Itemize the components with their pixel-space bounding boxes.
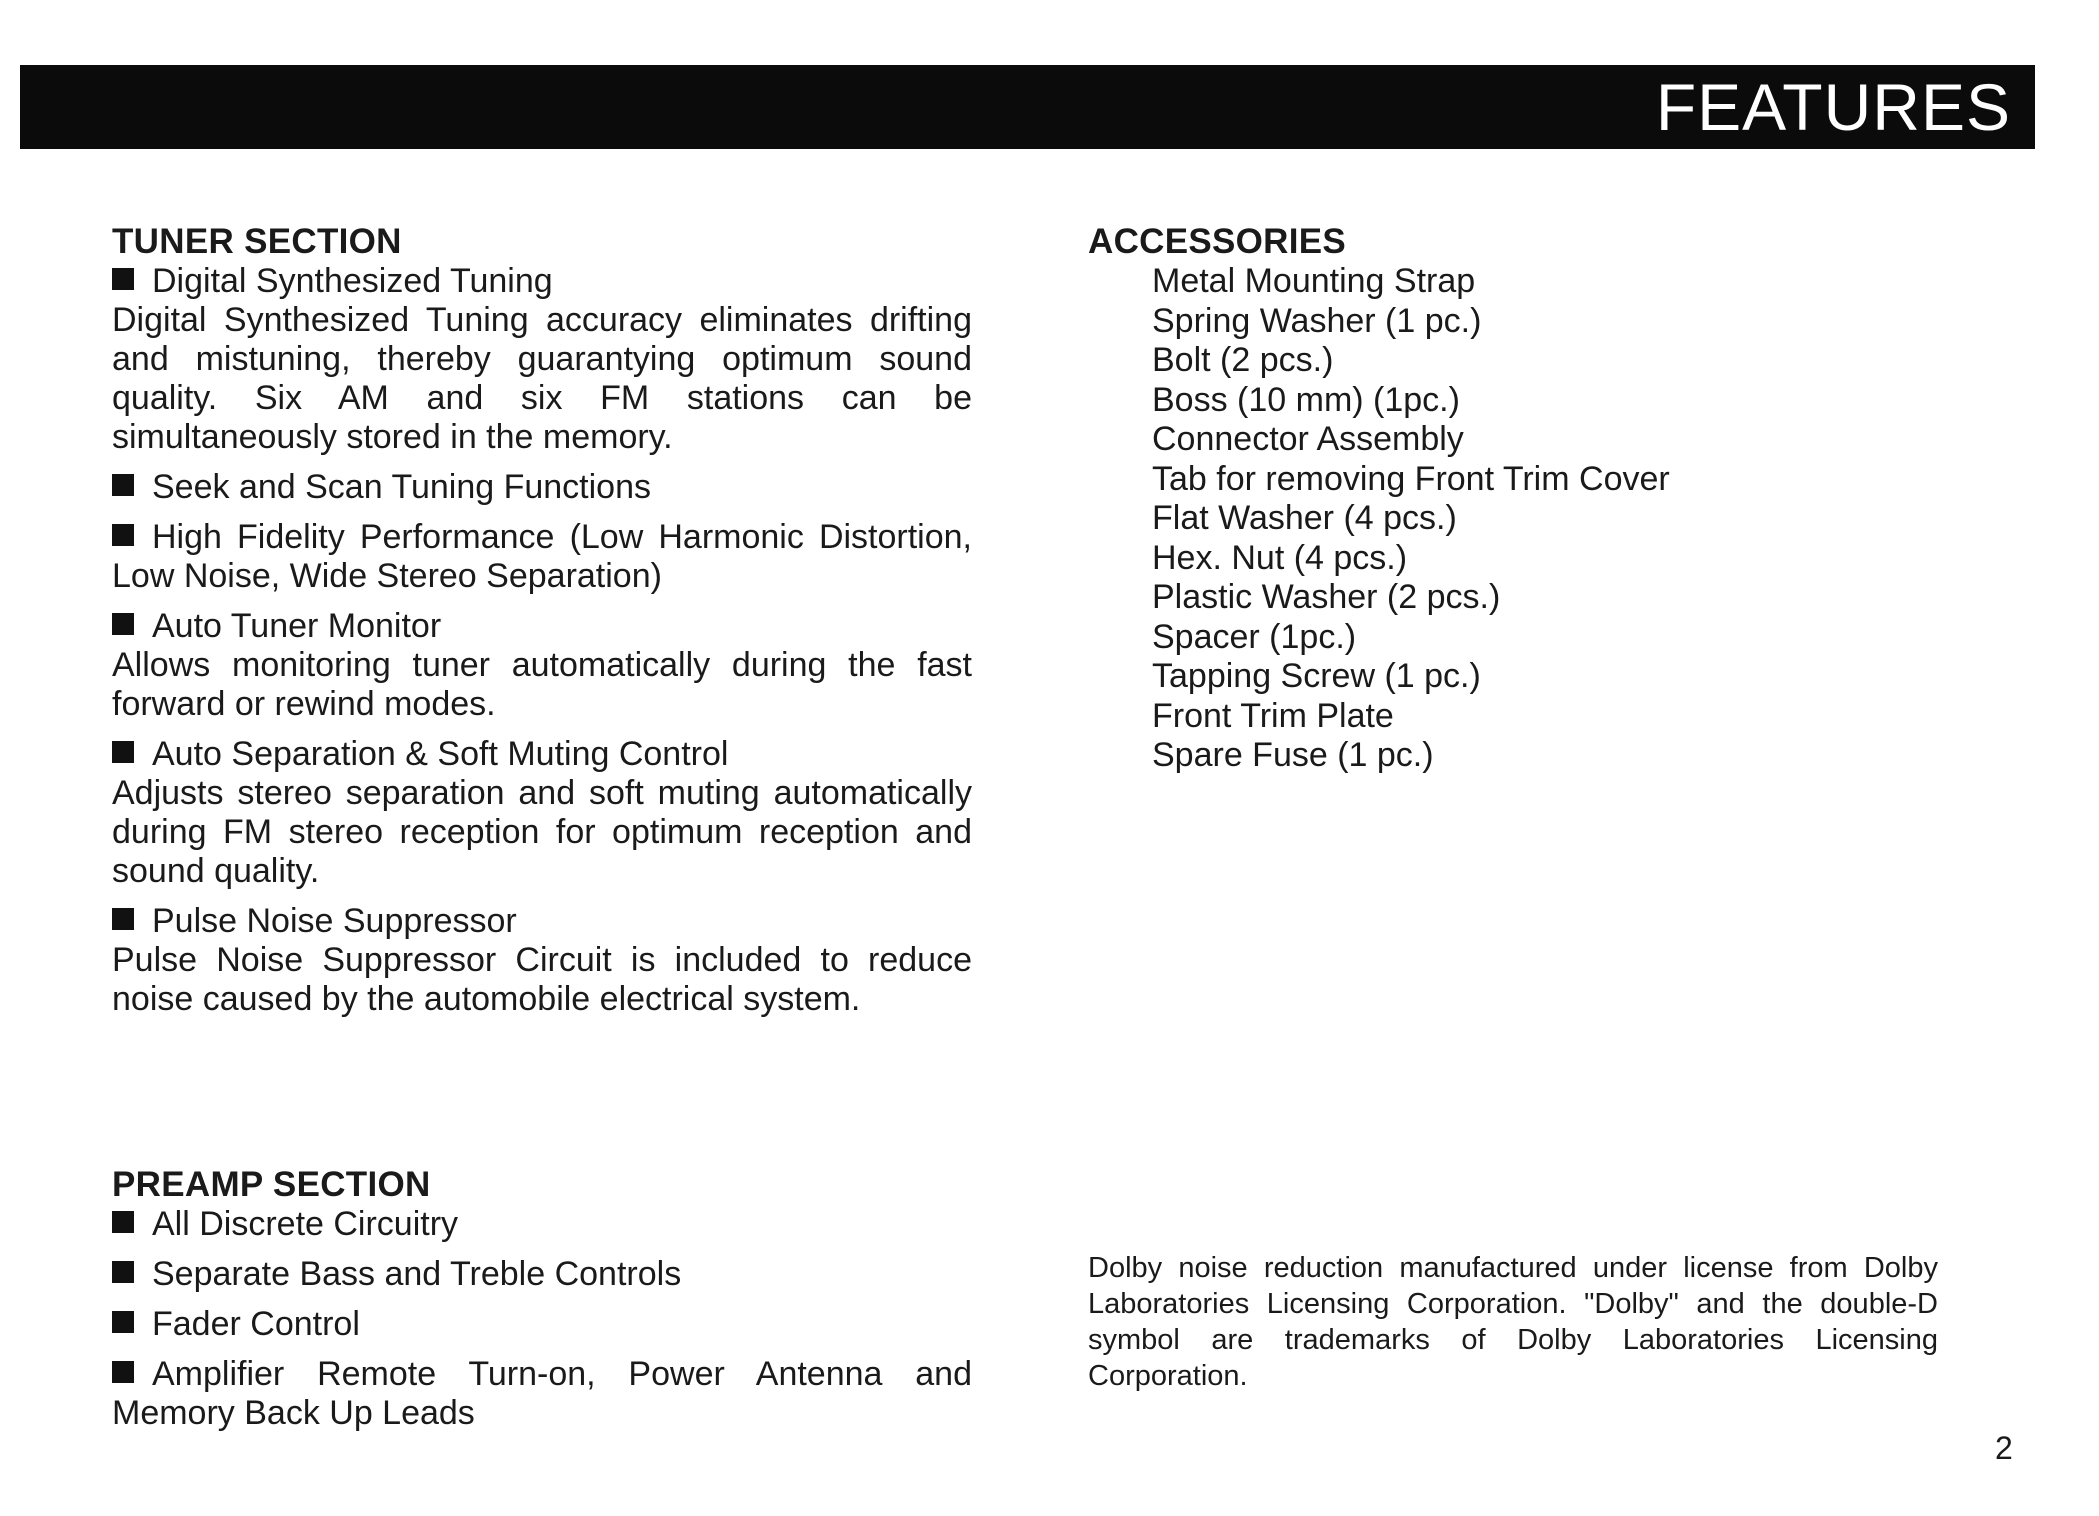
feature-heading: Auto Tuner Monitor	[112, 607, 972, 646]
square-bullet-icon	[112, 741, 134, 763]
feature-heading: All Discrete Circuitry	[112, 1205, 972, 1244]
feature-heading: Amplifier Remote Turn-on, Power Antenna and Memory Back Up Leads	[112, 1355, 972, 1432]
feature-heading: Separate Bass and Treble Controls	[112, 1255, 972, 1294]
header-bar	[20, 65, 2035, 149]
feature-description: Digital Synthesized Tuning accuracy eliminates drifting and mistuning, thereby guarantying optimum sound quality. Six AM and six FM stations can be simultaneously stored in the memory.	[112, 301, 972, 456]
feature-item	[112, 1305, 972, 1344]
feature-heading: Digital Synthesized Tuning	[112, 262, 972, 301]
dolby-notice: Dolby noise reduction manufactured under license from Dolby Laboratories Licensing Corporation. "Dolby" and the double-D symbol are trademarks of Dolby Laboratories Licensing Corporation.	[1088, 1252, 1938, 1392]
feature-heading: Pulse Noise Suppressor	[112, 902, 972, 941]
feature-item	[112, 518, 972, 596]
feature-description: Adjusts stereo separation and soft muting automatically during FM stereo reception for optimum reception and sound quality.	[112, 774, 972, 890]
accessories-list	[1088, 262, 1948, 776]
feature-heading: Seek and Scan Tuning Functions	[112, 468, 972, 507]
square-bullet-icon	[112, 1211, 134, 1233]
feature-item	[112, 902, 972, 1019]
feature-item	[112, 468, 972, 507]
square-bullet-icon	[112, 613, 134, 635]
square-bullet-icon	[112, 524, 134, 546]
feature-heading: Fader Control	[112, 1305, 972, 1344]
feature-item	[112, 1355, 972, 1433]
list-item: Tab for removing Front Trim Cover	[1152, 459, 1670, 498]
list-item: Tapping Screw (1 pc.)	[1152, 657, 1481, 695]
square-bullet-icon	[112, 1261, 134, 1283]
page-title: FEATURES	[1655, 70, 2011, 144]
list-item: Connector Assembly	[1152, 420, 1464, 458]
page-number: 2	[1995, 1430, 2013, 1466]
list-item: Spare Fuse (1 pc.)	[1152, 736, 1434, 774]
list-item: Spacer (1pc.)	[1152, 617, 1357, 656]
feature-heading: High Fidelity Performance (Low Harmonic Distortion, Low Noise, Wide Stereo Separation)	[112, 518, 972, 595]
accessories-section	[1088, 222, 1948, 776]
list-item: Bolt (2 pcs.)	[1152, 341, 1334, 379]
feature-description: Pulse Noise Suppressor Circuit is included to reduce noise caused by the automobile electrical system.	[112, 941, 972, 1018]
feature-description: Allows monitoring tuner automatically during the fast forward or rewind modes.	[112, 646, 972, 723]
preamp-section-title: PREAMP SECTION	[112, 1165, 431, 1204]
feature-item	[112, 1255, 972, 1294]
list-item: Spring Washer (1 pc.)	[1152, 301, 1482, 340]
list-item: Boss (10 mm) (1pc.)	[1152, 380, 1460, 419]
feature-item	[112, 262, 972, 457]
tuner-section	[112, 222, 972, 1019]
tuner-section-title: TUNER SECTION	[112, 222, 402, 261]
list-item: Hex. Nut (4 pcs.)	[1152, 538, 1408, 577]
list-item: Flat Washer (4 pcs.)	[1152, 499, 1457, 537]
square-bullet-icon	[112, 908, 134, 930]
list-item: Plastic Washer (2 pcs.)	[1152, 578, 1501, 616]
square-bullet-icon	[112, 268, 134, 290]
preamp-section	[112, 1165, 972, 1433]
feature-item	[112, 1205, 972, 1244]
feature-heading: Auto Separation & Soft Muting Control	[112, 735, 972, 774]
square-bullet-icon	[112, 1361, 134, 1383]
accessories-title: ACCESSORIES	[1088, 222, 1347, 261]
square-bullet-icon	[112, 474, 134, 496]
square-bullet-icon	[112, 1311, 134, 1333]
list-item: Front Trim Plate	[1152, 696, 1394, 735]
feature-item	[112, 607, 972, 724]
feature-item	[112, 735, 972, 891]
list-item: Metal Mounting Strap	[1152, 262, 1476, 300]
